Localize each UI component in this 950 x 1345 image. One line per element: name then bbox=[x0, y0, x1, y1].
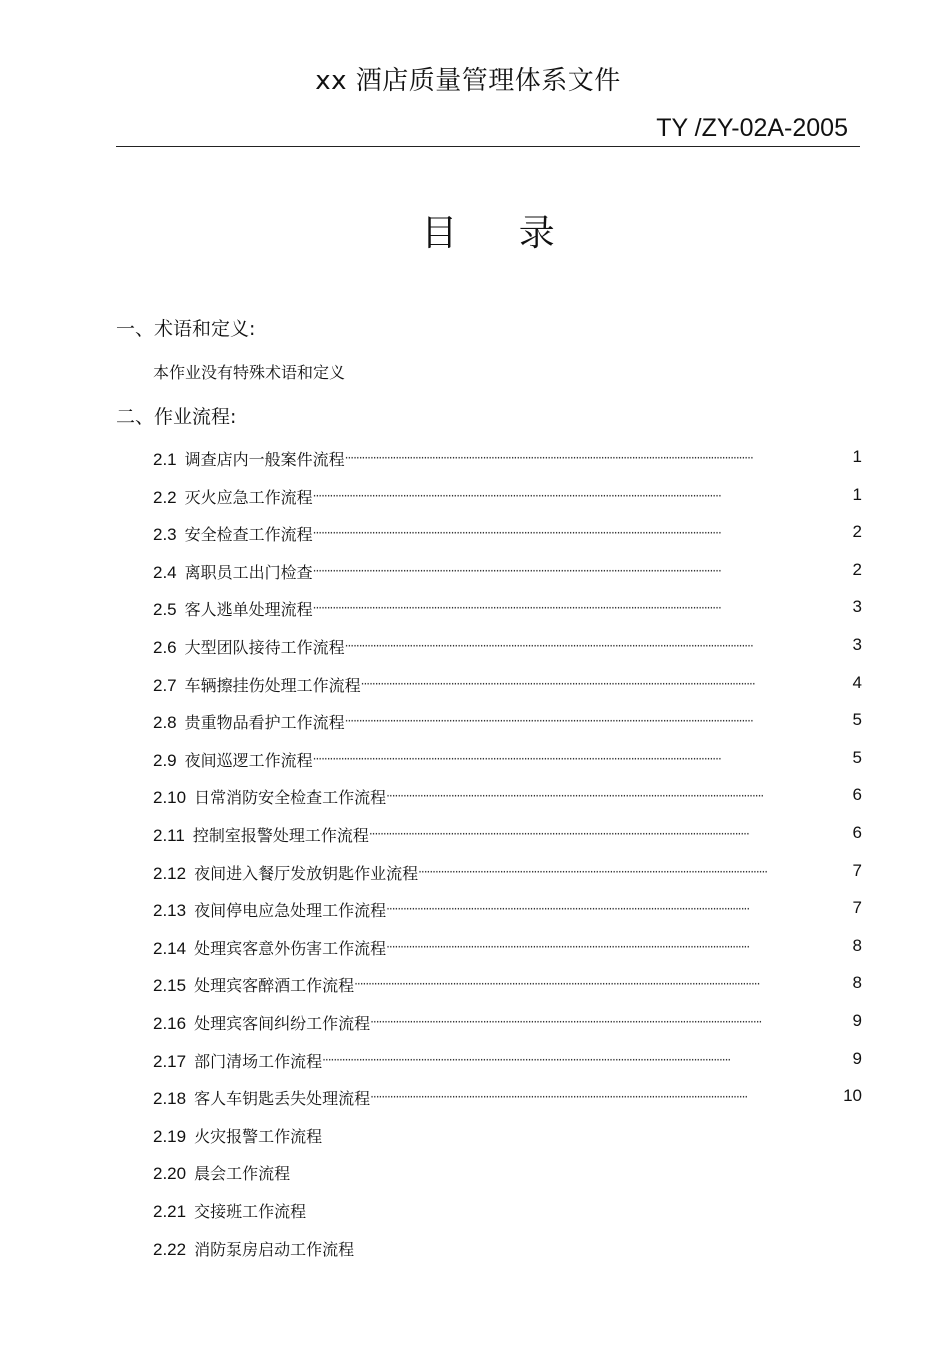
toc-entry bbox=[153, 1161, 290, 1183]
toc-entry-label: 处理宾客意外伤害工作流程 bbox=[194, 939, 387, 958]
toc-title: 目 录 bbox=[421, 213, 555, 254]
toc-entry-label: 车辆擦挂伤处理工作流程 bbox=[184, 676, 361, 695]
toc-leader-dots: ············································································································································ bbox=[360, 677, 755, 691]
header-divider bbox=[116, 146, 860, 147]
toc-entry bbox=[153, 1237, 354, 1259]
toc-leader-dots: ······································································································································· bbox=[368, 827, 749, 841]
document-code: TY /ZY-02A-2005 bbox=[656, 114, 848, 142]
toc-entry-number: 2.19 bbox=[153, 1127, 187, 1146]
toc-entry bbox=[153, 635, 800, 657]
toc-entry-label: 处理宾客醉酒工作流程 bbox=[194, 976, 355, 995]
toc-entry-label: 处理宾客间纠纷工作流程 bbox=[194, 1014, 371, 1033]
toc-leader-dots: ················································································································································· bbox=[344, 714, 753, 728]
toc-entry-page: 4 bbox=[852, 673, 862, 692]
toc-entry-label: 消防泵房启动工作流程 bbox=[194, 1240, 355, 1259]
toc-entry-page: 7 bbox=[852, 861, 862, 880]
toc-leader-dots: ················································································································································· bbox=[322, 1053, 731, 1067]
toc-leader-dots: ································································································································· bbox=[386, 940, 750, 954]
toc-leader-dots: ················································································································································· bbox=[344, 451, 753, 465]
toc-entry-page: 5 bbox=[852, 748, 862, 767]
toc-entry-number: 2.18 bbox=[153, 1089, 187, 1108]
document-header-title: xx 酒店质量管理体系文件 bbox=[315, 66, 621, 96]
toc-entry-number: 2.11 bbox=[153, 826, 185, 845]
toc-entry bbox=[153, 1049, 778, 1071]
toc-entry-number: 2.10 bbox=[153, 788, 187, 807]
toc-leader-dots: ················································································································································· bbox=[344, 639, 753, 653]
toc-entry bbox=[153, 1086, 790, 1108]
toc-entry-label: 客人车钥匙丢失处理流程 bbox=[194, 1089, 371, 1108]
toc-entry-number: 2.3 bbox=[153, 525, 177, 544]
toc-entry-page: 1 bbox=[852, 447, 862, 466]
section-text-terms: 本作业没有特殊术语和定义 bbox=[153, 363, 346, 382]
toc-entry-number: 2.12 bbox=[153, 864, 187, 883]
toc-entry bbox=[153, 936, 792, 958]
toc-entry bbox=[153, 1011, 808, 1033]
toc-leader-dots: ······································································································································ bbox=[386, 789, 764, 803]
toc-entry-number: 2.7 bbox=[153, 676, 177, 695]
toc-entry-number: 2.5 bbox=[153, 600, 177, 619]
toc-entry-page: 9 bbox=[852, 1011, 862, 1030]
toc-entry-page: 9 bbox=[852, 1049, 862, 1068]
toc-entry-label: 晨会工作流程 bbox=[194, 1164, 291, 1183]
toc-entry bbox=[153, 485, 768, 507]
toc-entry-page: 10 bbox=[843, 1086, 862, 1105]
toc-leader-dots: ················································································································································· bbox=[312, 564, 721, 578]
toc-entry bbox=[153, 861, 808, 883]
toc-entry bbox=[153, 1124, 322, 1146]
toc-entry-label: 离职员工出门检查 bbox=[184, 563, 313, 582]
toc-entry bbox=[153, 898, 792, 920]
toc-entry bbox=[153, 973, 808, 995]
toc-entry-number: 2.14 bbox=[153, 939, 187, 958]
toc-entry-label: 夜间进入餐厅发放钥匙作业流程 bbox=[194, 864, 419, 883]
toc-entry-label: 大型团队接待工作流程 bbox=[184, 638, 345, 657]
toc-entry-number: 2.4 bbox=[153, 563, 177, 582]
toc-entry-page: 7 bbox=[852, 898, 862, 917]
toc-leader-dots: ················································································································································· bbox=[312, 752, 721, 766]
toc-leader-dots: ······································································································································ bbox=[370, 1090, 748, 1104]
toc-entry-page: 3 bbox=[852, 635, 862, 654]
toc-entry-number: 2.21 bbox=[153, 1202, 187, 1221]
toc-entry bbox=[153, 560, 768, 582]
toc-entry bbox=[153, 710, 800, 732]
toc-entry-page: 5 bbox=[852, 710, 862, 729]
toc-entry-label: 安全检查工作流程 bbox=[184, 525, 313, 544]
toc-entry bbox=[153, 785, 808, 807]
toc-entry-page: 8 bbox=[852, 936, 862, 955]
toc-leader-dots: ················································································································································· bbox=[312, 526, 721, 540]
toc-entry-label: 客人逃单处理流程 bbox=[184, 600, 313, 619]
toc-leader-dots: ··········································································································································· bbox=[370, 1015, 762, 1029]
toc-entry bbox=[153, 823, 792, 845]
section-heading-process: 二、作业流程: bbox=[116, 406, 237, 428]
toc-entry bbox=[153, 597, 768, 619]
toc-entry bbox=[153, 748, 768, 770]
toc-entry-page: 6 bbox=[852, 785, 862, 804]
toc-leader-dots: ················································································································································· bbox=[312, 489, 721, 503]
toc-entry-label: 调查店内一般案件流程 bbox=[184, 450, 345, 469]
section-heading-terms: 一、术语和定义: bbox=[116, 318, 256, 340]
toc-leader-dots: ················································································································································· bbox=[312, 601, 721, 615]
toc-entry-page: 2 bbox=[852, 560, 862, 579]
toc-leader-dots: ················································································································································ bbox=[354, 977, 760, 991]
toc-entry-page: 2 bbox=[852, 522, 862, 541]
toc-entry-label: 日常消防安全检查工作流程 bbox=[194, 788, 387, 807]
toc-entry-page: 6 bbox=[852, 823, 862, 842]
toc-entry-number: 2.22 bbox=[153, 1240, 187, 1259]
toc-entry-page: 3 bbox=[852, 597, 862, 616]
toc-entry-label: 火灾报警工作流程 bbox=[194, 1127, 323, 1146]
toc-entry-number: 2.20 bbox=[153, 1164, 187, 1183]
toc-entry-label: 交接班工作流程 bbox=[194, 1202, 307, 1221]
toc-entry bbox=[153, 447, 800, 469]
toc-entry-label: 灭火应急工作流程 bbox=[184, 488, 313, 507]
toc-entry-page: 8 bbox=[852, 973, 862, 992]
toc-entry-number: 2.6 bbox=[153, 638, 177, 657]
toc-entry-page: 1 bbox=[852, 485, 862, 504]
toc-entry bbox=[153, 673, 800, 695]
toc-entry bbox=[153, 522, 768, 544]
toc-entry-number: 2.15 bbox=[153, 976, 187, 995]
toc-entry bbox=[153, 1199, 306, 1221]
toc-entry-label: 夜间巡逻工作流程 bbox=[184, 751, 313, 770]
toc-leader-dots: ································································································································· bbox=[386, 902, 750, 916]
toc-entry-number: 2.9 bbox=[153, 751, 177, 770]
toc-entry-label: 贵重物品看护工作流程 bbox=[184, 713, 345, 732]
toc-entry-number: 2.17 bbox=[153, 1052, 187, 1071]
toc-entry-label: 控制室报警处理工作流程 bbox=[192, 826, 369, 845]
toc-entry-number: 2.8 bbox=[153, 713, 177, 732]
toc-entry-number: 2.16 bbox=[153, 1014, 187, 1033]
toc-entry-number: 2.1 bbox=[153, 450, 177, 469]
toc-entry-number: 2.2 bbox=[153, 488, 177, 507]
toc-leader-dots: ···························································································································· bbox=[418, 865, 768, 879]
toc-entry-label: 夜间停电应急处理工作流程 bbox=[194, 901, 387, 920]
toc-entry-number: 2.13 bbox=[153, 901, 187, 920]
toc-entry-label: 部门清场工作流程 bbox=[194, 1052, 323, 1071]
